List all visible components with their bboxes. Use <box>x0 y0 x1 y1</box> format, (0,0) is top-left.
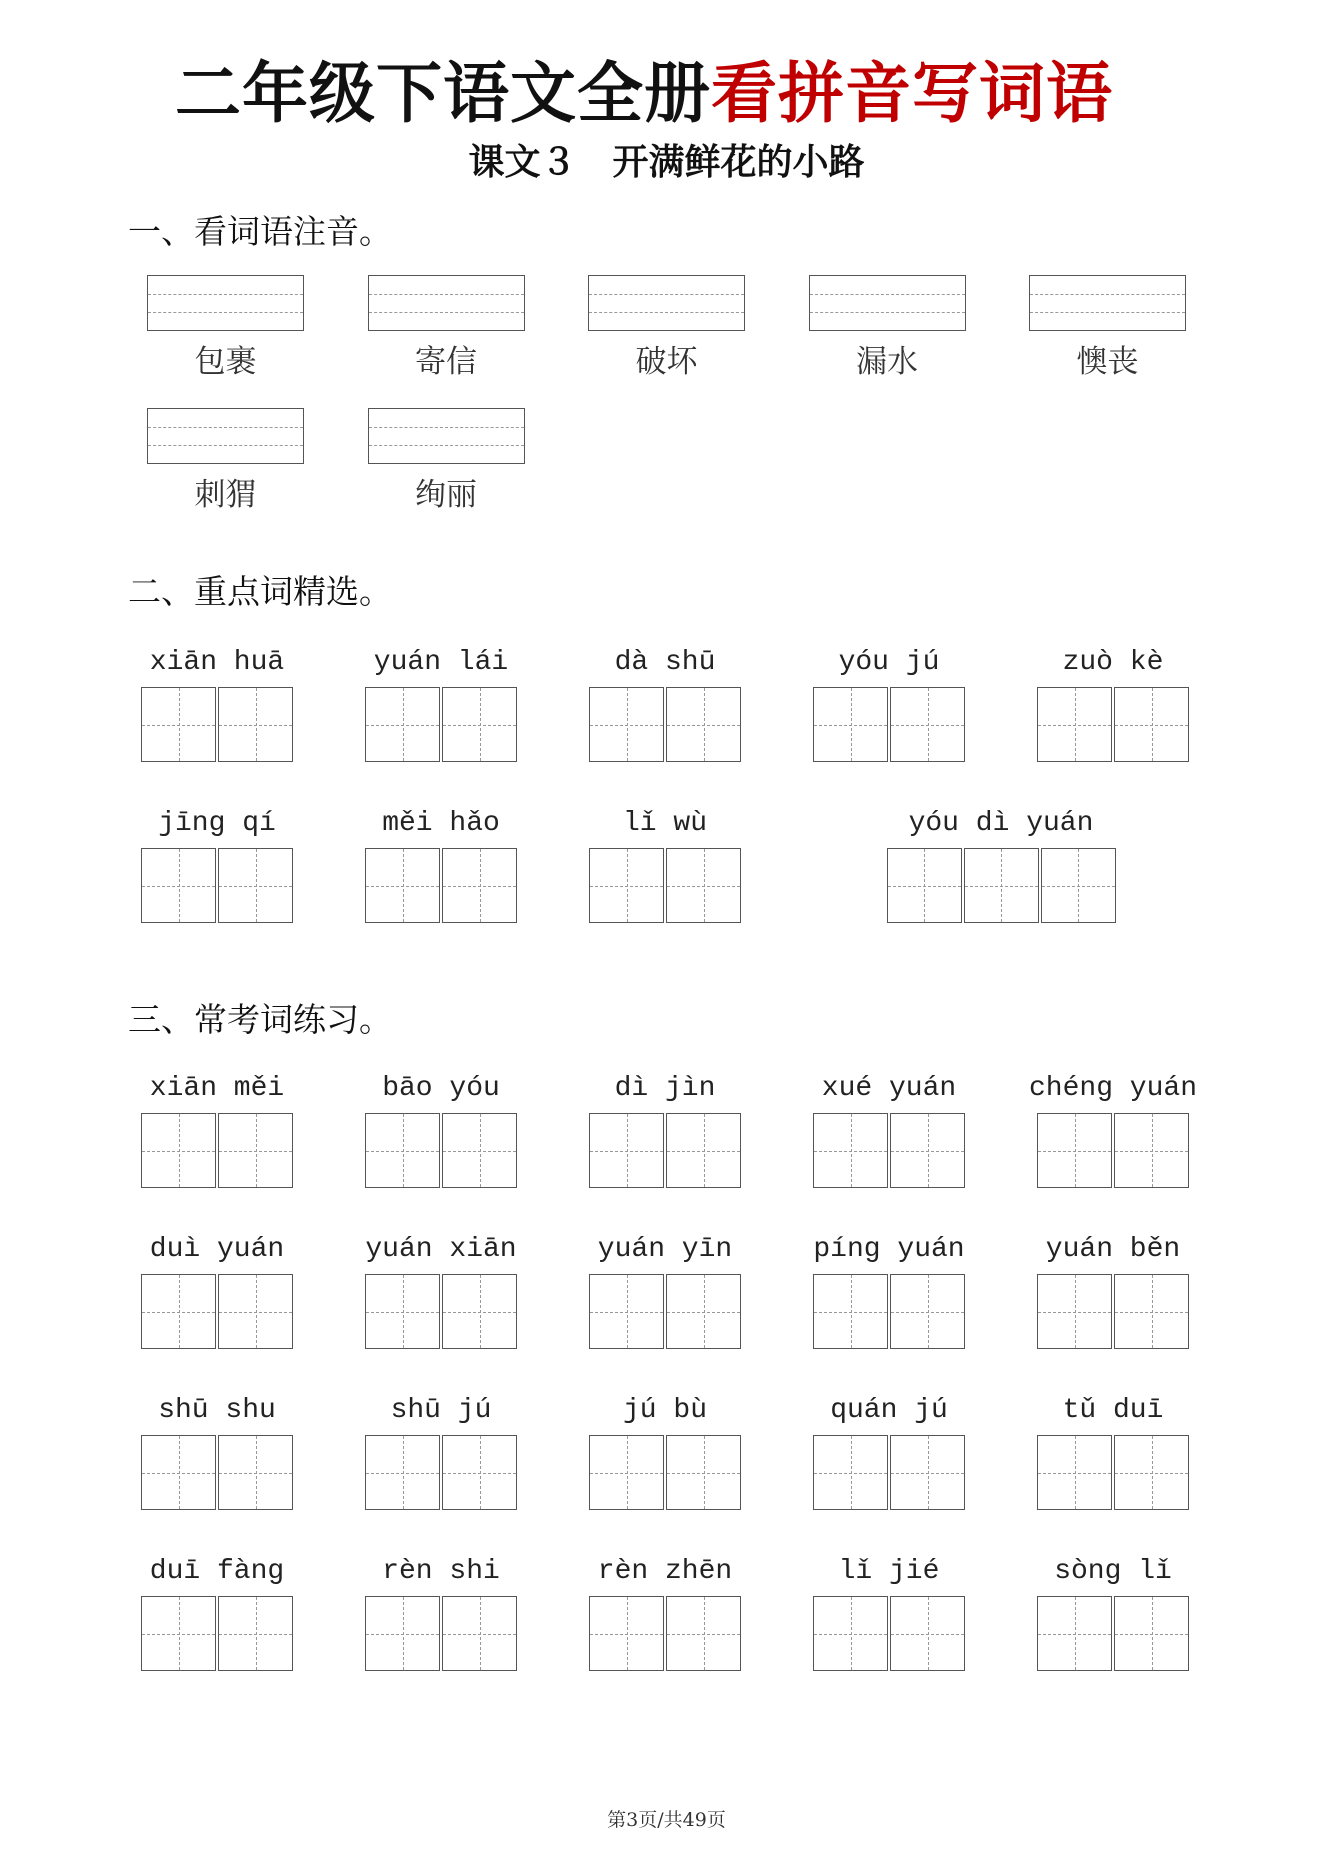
tianzige-cell <box>442 1435 517 1510</box>
pinyin-label: duì yuán <box>149 1234 285 1265</box>
character-box-group <box>813 1113 965 1188</box>
tianzige-cell <box>1114 1113 1189 1188</box>
tianzige-cell <box>218 687 293 762</box>
pinyin-writing-box <box>368 275 525 331</box>
word-practice-item <box>365 1232 517 1349</box>
character-box-group <box>365 1274 517 1349</box>
section3-practice-grid <box>141 1071 1198 1671</box>
pinyin-writing-box <box>147 275 304 331</box>
tianzige-cell <box>890 1596 965 1671</box>
pinyin-label: yuán běn <box>1045 1234 1181 1265</box>
tianzige-cell <box>813 1274 888 1349</box>
tianzige-cell <box>1037 687 1112 762</box>
character-box-group <box>365 1435 517 1510</box>
character-box-group <box>589 1435 741 1510</box>
tianzige-cell <box>589 1274 664 1349</box>
pinyin-label: zuò kè <box>1062 647 1164 678</box>
tianzige-cell <box>1037 1274 1112 1349</box>
pinyin-label: duī fàng <box>149 1556 285 1587</box>
tianzige-cell <box>1114 1435 1189 1510</box>
character-box-group <box>813 1435 965 1510</box>
pinyin-writing-box <box>588 275 745 331</box>
character-box-group <box>813 687 965 762</box>
pinyin-label: rèn shi <box>382 1556 500 1587</box>
character-box-group <box>141 1113 293 1188</box>
word-practice-item <box>813 1071 965 1188</box>
character-box-group <box>1037 687 1189 762</box>
pinyin-label: píng yuán <box>813 1234 965 1265</box>
word-practice-item <box>365 645 517 762</box>
pinyin-label: shū jú <box>390 1395 492 1426</box>
word-practice-item <box>589 645 741 762</box>
word-label: 包裹 <box>194 344 257 380</box>
tianzige-cell <box>589 848 664 923</box>
word-item <box>368 408 525 514</box>
pinyin-label: yóu jú <box>838 647 940 678</box>
character-box-group <box>813 1274 965 1349</box>
word-label: 寄信 <box>415 344 477 380</box>
page-number: 第3页/共49页 <box>607 1809 726 1831</box>
tianzige-cell <box>442 1113 517 1188</box>
word-label: 破坏 <box>635 344 698 380</box>
character-box-group <box>141 848 293 923</box>
tianzige-cell <box>666 848 741 923</box>
tianzige-cell <box>218 1113 293 1188</box>
word-practice-item <box>1037 1393 1189 1510</box>
pinyin-label: jú bù <box>622 1395 707 1426</box>
character-box-group <box>365 848 517 923</box>
pinyin-label: rèn zhēn <box>597 1556 733 1587</box>
tianzige-cell <box>141 1435 216 1510</box>
tianzige-cell <box>813 687 888 762</box>
character-box-group <box>141 1435 293 1510</box>
word-practice-item <box>141 1071 293 1188</box>
tianzige-cell <box>589 1113 664 1188</box>
tianzige-cell <box>218 1596 293 1671</box>
word-practice-item <box>141 806 293 923</box>
pinyin-label: dì jìn <box>614 1073 716 1104</box>
word-practice-item <box>813 645 965 762</box>
title-highlight: 看拼音写词语 <box>711 55 1113 132</box>
word-label: 刺猬 <box>194 477 257 513</box>
tianzige-cell <box>365 1596 440 1671</box>
word-item <box>588 275 745 381</box>
tianzige-cell <box>666 1435 741 1510</box>
word-practice-item <box>365 1393 517 1510</box>
section-heading-3: 三、常考词练习。 <box>128 1000 392 1039</box>
pinyin-label: yóu dì yuán <box>908 808 1094 839</box>
word-item <box>147 275 304 381</box>
tianzige-cell <box>442 1274 517 1349</box>
word-label: 绚丽 <box>415 477 477 513</box>
tianzige-cell <box>666 1274 741 1349</box>
section-heading-1: 一、看词语注音。 <box>128 212 392 251</box>
tianzige-cell <box>589 687 664 762</box>
word-practice-item <box>365 1071 517 1188</box>
word-item <box>809 275 966 381</box>
tianzige-cell <box>141 1596 216 1671</box>
tianzige-cell <box>365 1113 440 1188</box>
tianzige-cell <box>666 1113 741 1188</box>
tianzige-cell <box>218 1435 293 1510</box>
tianzige-cell <box>1037 1435 1112 1510</box>
word-practice-item <box>141 645 293 762</box>
tianzige-cell <box>813 1435 888 1510</box>
character-box-group <box>589 1113 741 1188</box>
tianzige-cell <box>887 848 962 923</box>
character-box-group <box>141 687 293 762</box>
character-box-group <box>589 1596 741 1671</box>
tianzige-cell <box>1114 1274 1189 1349</box>
character-box-group <box>365 1596 517 1671</box>
character-box-group <box>887 848 1116 923</box>
pinyin-label: xiān huā <box>149 647 285 678</box>
word-item <box>1029 275 1186 381</box>
tianzige-cell <box>365 848 440 923</box>
tianzige-cell <box>365 1435 440 1510</box>
pinyin-label: yuán xiān <box>365 1234 517 1265</box>
word-item <box>147 408 304 514</box>
character-box-group <box>365 687 517 762</box>
word-label: 懊丧 <box>1076 344 1139 380</box>
word-practice-item <box>1037 1232 1189 1349</box>
tianzige-cell <box>1037 1113 1112 1188</box>
pinyin-writing-box <box>809 275 966 331</box>
tianzige-cell <box>141 1113 216 1188</box>
word-practice-item <box>589 1554 741 1671</box>
tianzige-cell <box>813 1596 888 1671</box>
section-heading-2: 二、重点词精选。 <box>128 572 392 611</box>
tianzige-cell <box>442 848 517 923</box>
pinyin-label: měi hǎo <box>382 808 500 839</box>
pinyin-writing-box <box>1029 275 1186 331</box>
tianzige-cell <box>1114 1596 1189 1671</box>
tianzige-cell <box>1114 687 1189 762</box>
word-label: 漏水 <box>856 344 918 380</box>
character-box-group <box>1037 1596 1189 1671</box>
pinyin-label: chéng yuán <box>1028 1073 1198 1104</box>
word-practice-item <box>589 1393 741 1510</box>
tianzige-cell <box>964 848 1039 923</box>
tianzige-cell <box>365 1274 440 1349</box>
tianzige-cell <box>442 687 517 762</box>
title-main: 二年级下语文全册 <box>175 55 711 132</box>
tianzige-cell <box>1037 1596 1112 1671</box>
word-practice-item <box>141 1393 293 1510</box>
section2-practice-grid <box>141 645 1189 923</box>
word-practice-item <box>813 1554 965 1671</box>
tianzige-cell <box>666 687 741 762</box>
word-practice-item <box>141 1554 293 1671</box>
tianzige-cell <box>141 687 216 762</box>
tianzige-cell <box>589 1435 664 1510</box>
pinyin-label: tǔ duī <box>1062 1395 1164 1426</box>
word-practice-item <box>813 806 1189 923</box>
pinyin-label: quán jú <box>830 1395 948 1426</box>
word-practice-item <box>1037 645 1189 762</box>
word-practice-item <box>813 1393 965 1510</box>
tianzige-cell <box>890 1274 965 1349</box>
tianzige-cell <box>890 687 965 762</box>
pinyin-label: shū shu <box>158 1395 276 1426</box>
pinyin-label: sòng lǐ <box>1054 1556 1172 1587</box>
character-box-group <box>589 1274 741 1349</box>
word-practice-item <box>365 806 517 923</box>
pinyin-label: xiān měi <box>149 1073 285 1104</box>
character-box-group <box>1037 1274 1189 1349</box>
lesson-subtitle: 课文３ 开满鲜花的小路 <box>468 142 865 183</box>
word-practice-item <box>813 1232 965 1349</box>
page-title <box>0 52 1288 136</box>
tianzige-cell <box>442 1596 517 1671</box>
word-item <box>368 275 525 381</box>
pinyin-writing-box <box>147 408 304 464</box>
word-practice-item <box>589 1071 741 1188</box>
tianzige-cell <box>890 1435 965 1510</box>
pinyin-label: bāo yóu <box>382 1073 500 1104</box>
character-box-group <box>589 848 741 923</box>
character-box-group <box>141 1274 293 1349</box>
pinyin-label: xué yuán <box>821 1073 957 1104</box>
word-practice-item <box>589 806 741 923</box>
pinyin-label: lǐ wù <box>622 808 707 839</box>
section1-word-grid <box>147 275 1187 514</box>
character-box-group <box>1037 1113 1189 1188</box>
character-box-group <box>365 1113 517 1188</box>
pinyin-writing-box <box>368 408 525 464</box>
character-box-group <box>813 1596 965 1671</box>
word-practice-item <box>141 1232 293 1349</box>
tianzige-cell <box>141 848 216 923</box>
tianzige-cell <box>141 1274 216 1349</box>
tianzige-cell <box>666 1596 741 1671</box>
tianzige-cell <box>813 1113 888 1188</box>
pinyin-label: jīng qí <box>158 808 276 839</box>
pinyin-label: lǐ jié <box>838 1556 940 1587</box>
pinyin-label: dà shū <box>614 647 716 678</box>
tianzige-cell <box>890 1113 965 1188</box>
word-practice-item <box>1028 1071 1198 1188</box>
word-practice-item <box>365 1554 517 1671</box>
character-box-group <box>141 1596 293 1671</box>
tianzige-cell <box>218 848 293 923</box>
tianzige-cell <box>1041 848 1116 923</box>
pinyin-label: yuán yīn <box>597 1234 733 1265</box>
tianzige-cell <box>365 687 440 762</box>
tianzige-cell <box>218 1274 293 1349</box>
character-box-group <box>1037 1435 1189 1510</box>
character-box-group <box>589 687 741 762</box>
tianzige-cell <box>589 1596 664 1671</box>
pinyin-label: yuán lái <box>373 647 509 678</box>
word-practice-item <box>1037 1554 1189 1671</box>
word-practice-item <box>589 1232 741 1349</box>
